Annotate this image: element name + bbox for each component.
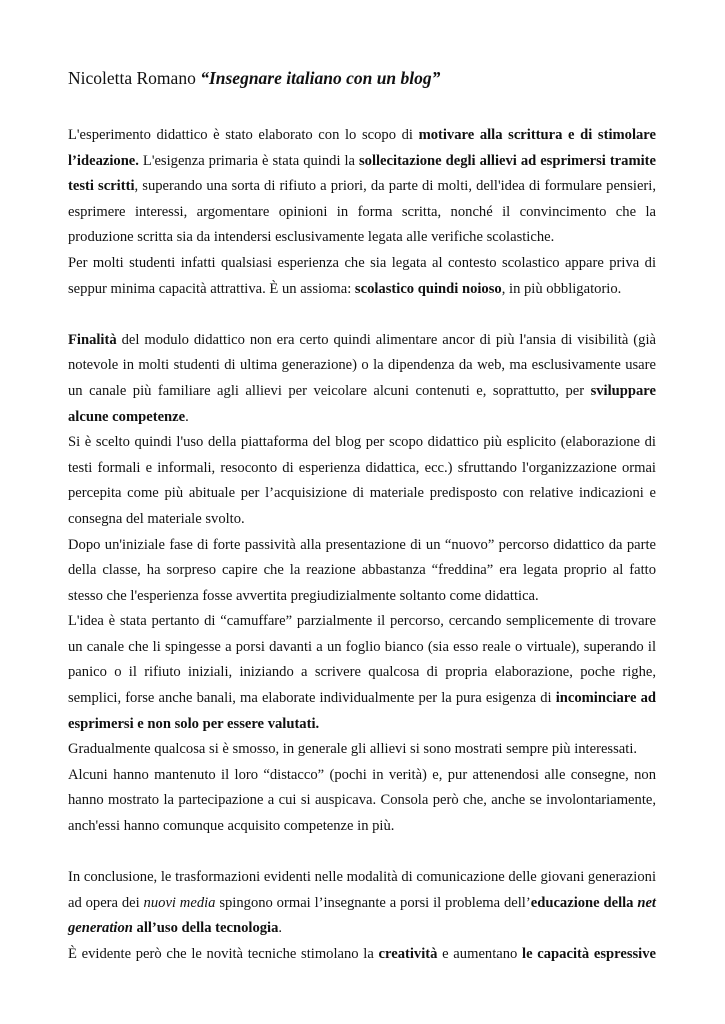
paragraph-4: Si è scelto quindi l'uso della piattaforma del blog per scopo didattico più esplicito (elaborazione di testi formali e informali, resoconto di esperienza didattica, ecc.) sfruttando l'organizzazione ormai percepita come più abituale per l’acquisizione di materiale predisposto con relative indicazioni e consegna del materiale svolto. bbox=[68, 434, 656, 527]
paragraph-1 bbox=[68, 123, 656, 251]
text-run: È evidente però che le novità tecniche stimolano la bbox=[68, 946, 379, 962]
bold-run: creatività bbox=[378, 946, 438, 962]
document-title-text: “Insegnare italiano con un blog” bbox=[200, 68, 441, 88]
bold-run: sollecitazione degli allievi ad esprimersi tramite testi scritti bbox=[68, 152, 657, 195]
bold-italic-run: net generation bbox=[68, 894, 656, 937]
bold-run: incominciare ad esprimersi e non solo per essere valutati. bbox=[68, 690, 656, 732]
text-run: . bbox=[278, 920, 283, 937]
paragraph-9 bbox=[68, 865, 656, 942]
text-run: e aumentano bbox=[437, 946, 523, 962]
text-run: In conclusione, le trasformazioni evidenti nelle modalità di comunicazione delle giovani generazioni ad opera dei bbox=[68, 869, 656, 911]
text-run: , superando una sorta di rifiuto a priori, da parte di molti, dell'idea di formulare pensieri, esprimere interessi, argomentare opinioni in forma scritta, nonché il convincimento che la produzione scritta sia da intendersi esclusivamente legata alle verifiche scolastiche. bbox=[68, 178, 656, 246]
paragraph-10 bbox=[68, 942, 656, 968]
italic-run: nuovi media bbox=[143, 894, 216, 911]
text-run: Per molti studenti infatti qualsiasi esperienza che sia legata al contesto scolastico appare priva di seppur minima capacità attrattiva. È un assioma: bbox=[68, 254, 656, 297]
bold-run: motivare alla scrittura e di stimolare l’ideazione. bbox=[68, 127, 656, 169]
text-run: . bbox=[185, 408, 189, 425]
text-run: L'idea è stata pertanto di “camuffare” parzialmente il percorso, cercando semplicemente di trovare un canale che li spingesse a porsi davanti a un foglio bianco (sia esso reale o virtuale), superando il panico o il rifiuto iniziali, iniziando a scrivere qualcosa di propria elaborazione, poche righe, semplici, forse anche banali, ma elaborate individualmente per la pura esigenza di bbox=[68, 613, 656, 707]
text-run: , in più obbligatorio. bbox=[501, 280, 622, 297]
paragraph-7: Gradualmente qualcosa si è smosso, in generale gli allievi si sono mostrati sempre più interessati. bbox=[68, 741, 638, 758]
text-run: L'esperimento didattico è stato elaborato con lo scopo di bbox=[68, 127, 419, 143]
bold-run: Finalità bbox=[68, 331, 117, 348]
bold-run: educazione della bbox=[530, 894, 638, 911]
text-run: spingono ormai l’insegnante a porsi il problema dell’ bbox=[215, 894, 531, 911]
paragraph-6 bbox=[68, 609, 656, 737]
text-run: L'esigenza primaria è stata quindi la bbox=[138, 152, 359, 169]
document-body bbox=[68, 123, 656, 968]
text-run: del modulo didattico non era certo quindi alimentare ancor di più l'ansia di visibilità (già notevole in molti studenti di ultima generazione) o la dipendenza da web, ma esclusivamente usare un canale più familiare agli allievi per veicolare alcuni contenuti e, soprattutto, per bbox=[68, 331, 656, 399]
bold-run: sviluppare alcune competenze bbox=[68, 382, 656, 425]
paragraph-5: Dopo un'iniziale fase di forte passività alla presentazione di un “nuovo” percorso didattico da parte della classe, ha sorpreso capire che la reazione abbastanza “freddina” era legata proprio al fatto stesso che l'esperienza fosse avvertita pregiudizialmente soltanto come didattica. bbox=[68, 536, 656, 604]
paragraph-3 bbox=[68, 328, 656, 430]
author-name: Nicoletta Romano bbox=[68, 68, 201, 88]
document-title bbox=[68, 66, 668, 90]
bold-run: le capacità espressive bbox=[522, 946, 657, 962]
paragraph-2 bbox=[68, 251, 656, 302]
paragraph-8: Alcuni hanno mantenuto il loro “distacco” (pochi in verità) e, pur attenendosi alle consegne, non hanno mostrato la partecipazione a cui si auspicava. Consola però che, anche se involontariamente, anch'essi hanno comunque acquisito competenze in più. bbox=[68, 766, 656, 835]
bold-run: scolastico quindi noioso bbox=[354, 280, 502, 297]
bold-run: all’uso della tecnologia bbox=[132, 920, 279, 937]
